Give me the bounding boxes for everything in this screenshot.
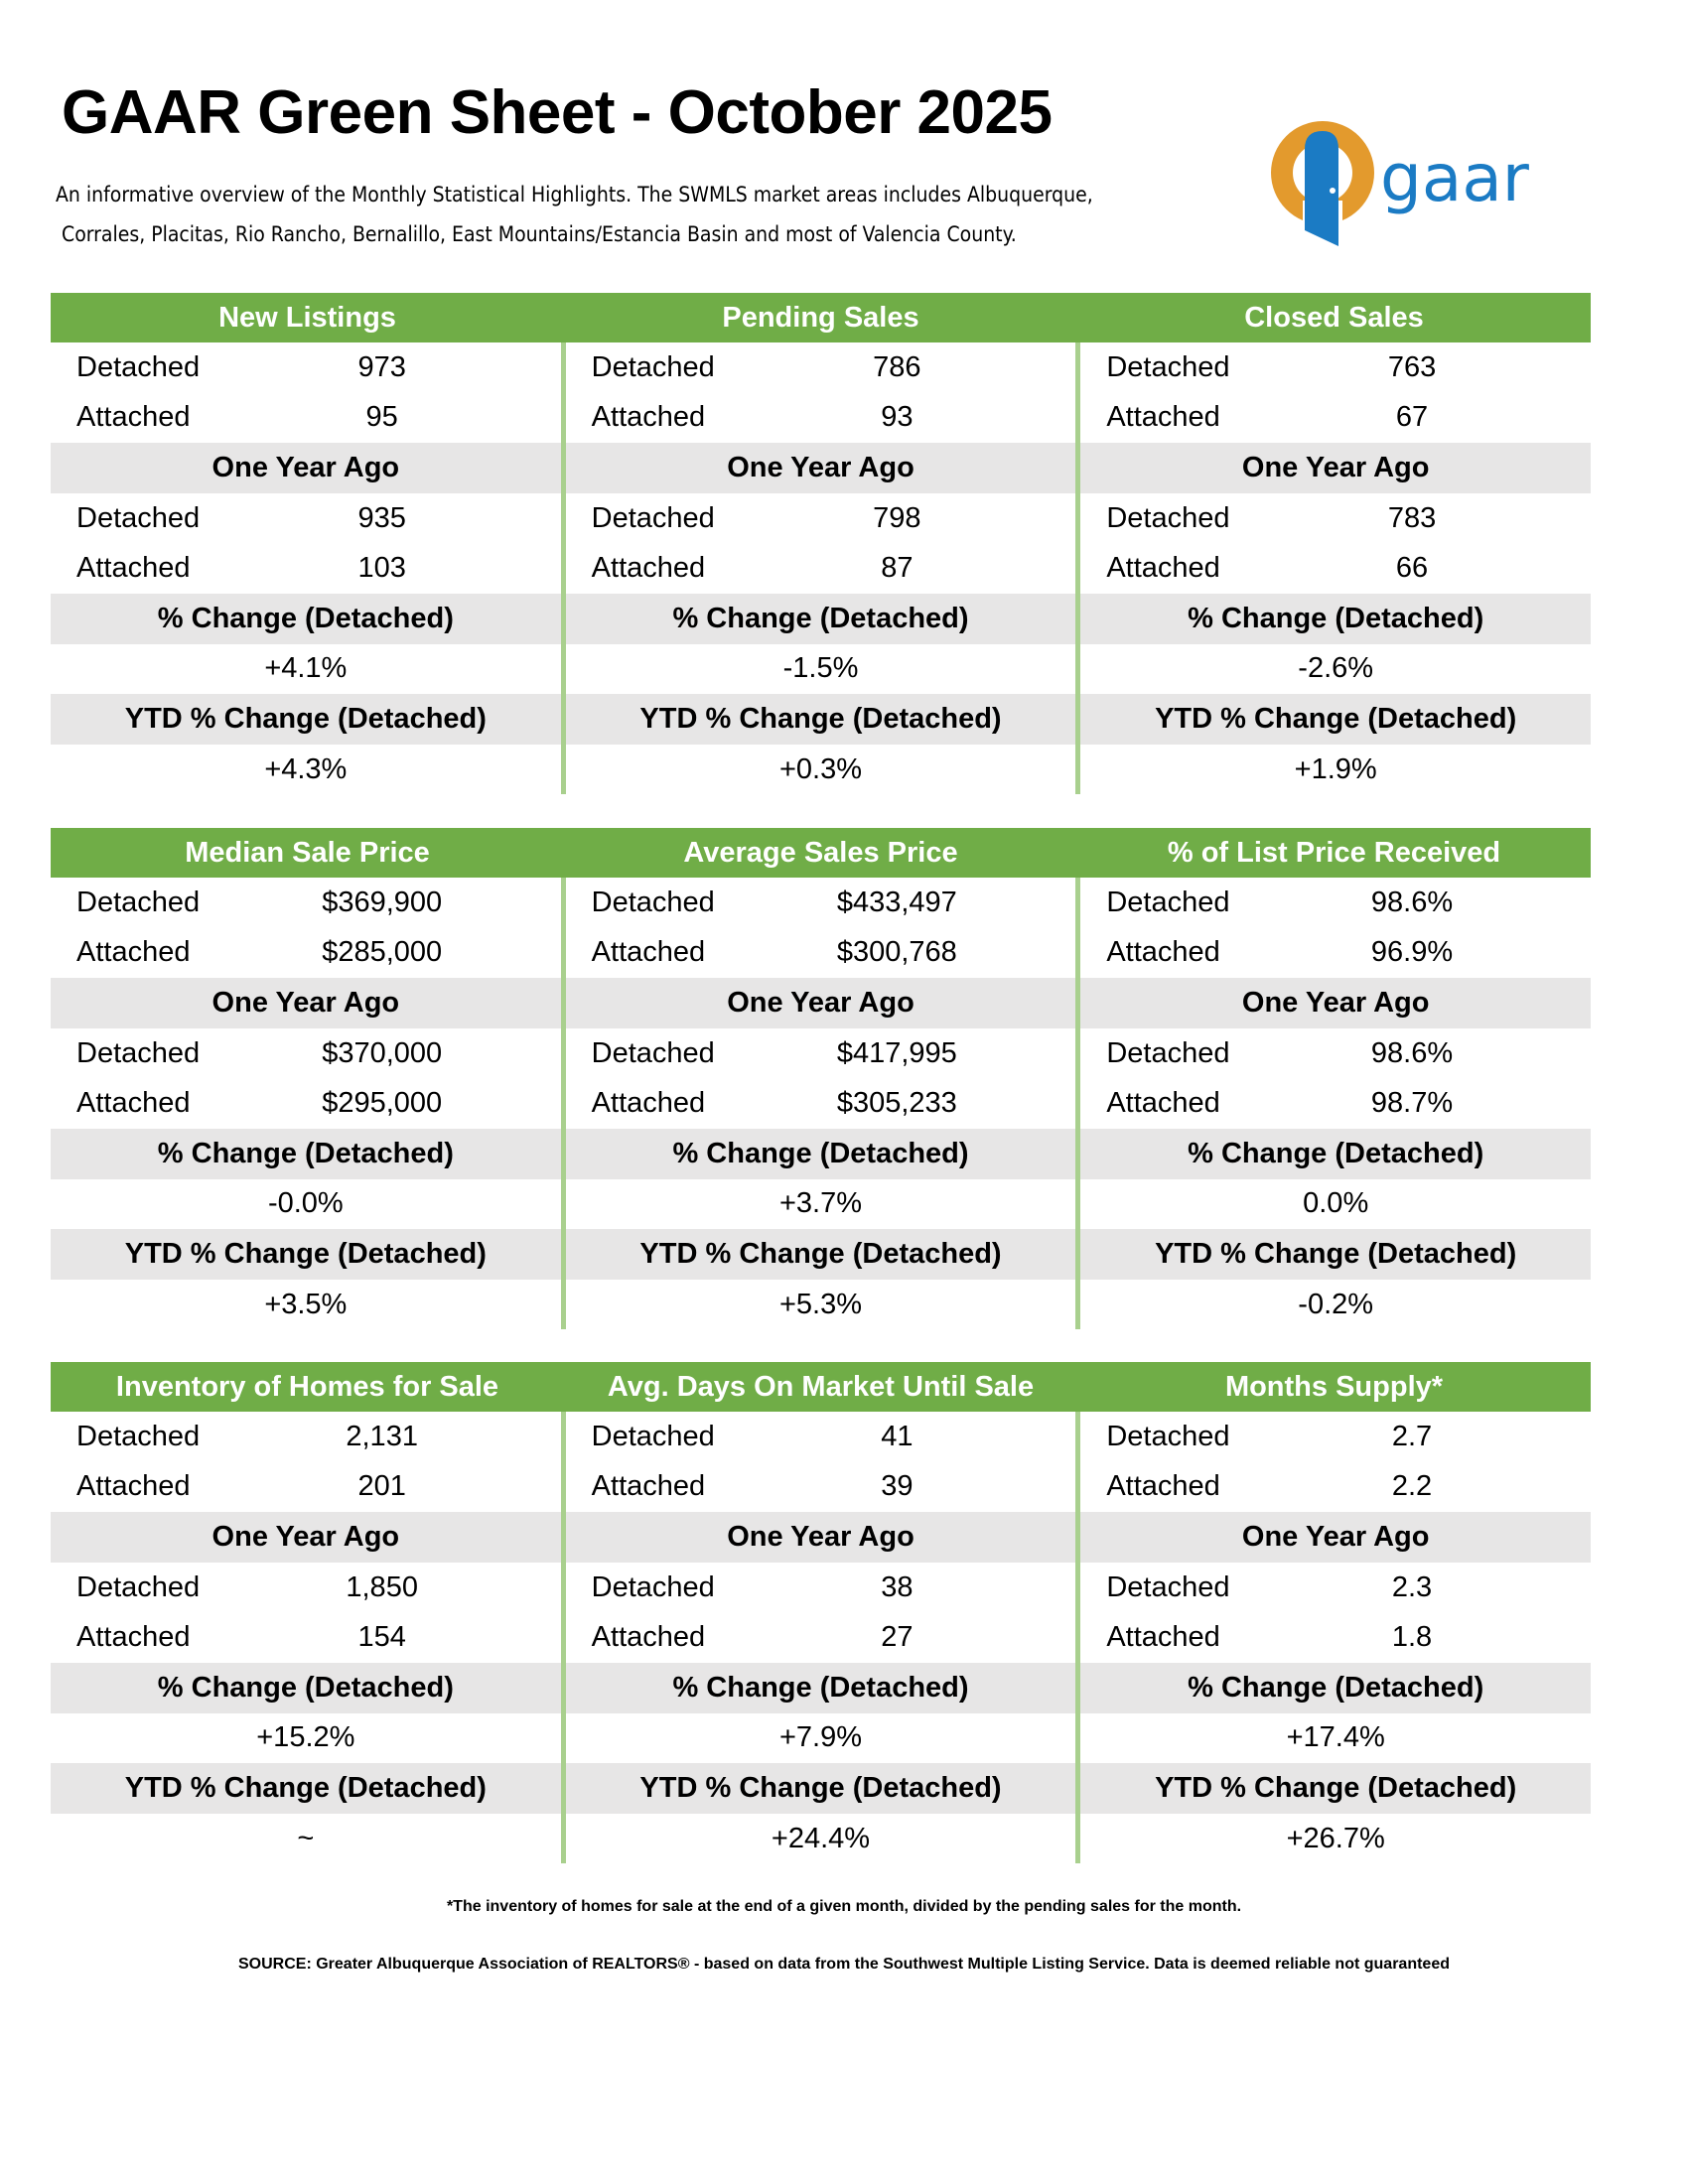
pct-change-value: +7.9% bbox=[778, 1721, 863, 1754]
pct-change-value: -0.0% bbox=[267, 1187, 344, 1220]
current-attached-row bbox=[51, 393, 561, 444]
metric-title: % of List Price Received bbox=[1167, 836, 1501, 869]
row-value: $300,768 bbox=[836, 936, 957, 969]
row-value: 67 bbox=[1395, 401, 1429, 434]
row-value: 38 bbox=[881, 1570, 914, 1603]
current-detached-row bbox=[51, 1412, 561, 1462]
row-label: Attached bbox=[591, 401, 706, 434]
row-label: Attached bbox=[1106, 936, 1220, 969]
page-title: GAAR Green Sheet - October 2025 bbox=[62, 78, 1053, 147]
row-label: Detached bbox=[591, 501, 715, 534]
metric-title: New Listings bbox=[218, 301, 396, 334]
row-label: Detached bbox=[76, 886, 201, 918]
year-ago-attached-row bbox=[1080, 543, 1591, 594]
row-value: $285,000 bbox=[322, 936, 443, 969]
row-value: 154 bbox=[357, 1621, 406, 1654]
year-ago-attached-row bbox=[566, 1612, 1076, 1663]
ytd-pct-change-label: YTD % Change (Detached) bbox=[566, 1229, 1076, 1280]
row-value: 2,131 bbox=[346, 1420, 418, 1452]
pct-change-value: +15.2% bbox=[256, 1721, 355, 1754]
ytd-pct-change-value: +0.3% bbox=[778, 752, 863, 785]
current-attached-row bbox=[1080, 1462, 1591, 1513]
row-label: Attached bbox=[591, 1621, 706, 1654]
row-label: Detached bbox=[76, 1570, 201, 1603]
row-value: 935 bbox=[357, 501, 406, 534]
row-label: Detached bbox=[76, 1036, 201, 1069]
year-ago-detached-row bbox=[51, 1563, 561, 1613]
row-value: 98.6% bbox=[1370, 1036, 1454, 1069]
row-value: $433,497 bbox=[836, 886, 957, 918]
row-label: Detached bbox=[1106, 1036, 1230, 1069]
row-value: 66 bbox=[1395, 552, 1429, 585]
year-ago-detached-row bbox=[1080, 493, 1591, 544]
row-value: 39 bbox=[881, 1470, 914, 1503]
ytd-pct-change-value: +5.3% bbox=[778, 1288, 863, 1320]
row-value: 798 bbox=[873, 501, 921, 534]
pct-change-label: % Change (Detached) bbox=[51, 1663, 561, 1713]
row-value: 2.3 bbox=[1391, 1570, 1433, 1603]
ytd-pct-change-label: YTD % Change (Detached) bbox=[51, 1763, 561, 1814]
row-value: 41 bbox=[881, 1420, 914, 1452]
metric-title: Months Supply* bbox=[1224, 1370, 1444, 1403]
row-label: Detached bbox=[591, 350, 715, 383]
one-year-ago-label: One Year Ago bbox=[566, 1512, 1076, 1563]
ytd-pct-change-label: YTD % Change (Detached) bbox=[1080, 1763, 1591, 1814]
current-attached-row bbox=[1080, 393, 1591, 444]
metric-title: Closed Sales bbox=[1244, 301, 1424, 334]
row-label: Attached bbox=[591, 1087, 706, 1120]
metric-title: Avg. Days On Market Until Sale bbox=[607, 1370, 1035, 1403]
row-label: Detached bbox=[1106, 501, 1230, 534]
row-value: 763 bbox=[1387, 350, 1437, 383]
year-ago-attached-row bbox=[566, 1078, 1076, 1129]
pct-change-value: +4.1% bbox=[264, 652, 348, 685]
row-value: 87 bbox=[881, 552, 914, 585]
row-label: Attached bbox=[76, 1621, 191, 1654]
stats-section-2 bbox=[51, 828, 1591, 1329]
row-label: Attached bbox=[76, 1470, 191, 1503]
year-ago-attached-row bbox=[51, 543, 561, 594]
row-label: Attached bbox=[76, 401, 191, 434]
year-ago-attached-row bbox=[1080, 1078, 1591, 1129]
row-value: 98.7% bbox=[1370, 1087, 1454, 1120]
row-value: 783 bbox=[1387, 501, 1437, 534]
row-value: $369,900 bbox=[322, 886, 443, 918]
current-detached-row bbox=[51, 342, 561, 393]
ytd-pct-change-label: YTD % Change (Detached) bbox=[51, 694, 561, 745]
row-value: 95 bbox=[365, 401, 398, 434]
ytd-pct-change-label: YTD % Change (Detached) bbox=[51, 1229, 561, 1280]
one-year-ago-label: One Year Ago bbox=[51, 1512, 561, 1563]
current-attached-row bbox=[51, 1462, 561, 1513]
pct-change-label: % Change (Detached) bbox=[1080, 594, 1591, 644]
row-value: 1.8 bbox=[1391, 1621, 1433, 1654]
current-attached-row bbox=[566, 1462, 1076, 1513]
ytd-pct-change-value: +26.7% bbox=[1286, 1822, 1385, 1854]
one-year-ago-label: One Year Ago bbox=[1080, 1512, 1591, 1563]
pct-change-value: -2.6% bbox=[1298, 652, 1374, 685]
section-header bbox=[51, 293, 1591, 342]
current-detached-row bbox=[566, 342, 1076, 393]
row-value: 1,850 bbox=[346, 1570, 418, 1603]
row-label: Attached bbox=[591, 1470, 706, 1503]
row-label: Attached bbox=[591, 552, 706, 585]
year-ago-detached-row bbox=[1080, 1563, 1591, 1613]
metric-closed-sales bbox=[1075, 342, 1591, 794]
one-year-ago-label: One Year Ago bbox=[51, 978, 561, 1028]
year-ago-detached-row bbox=[51, 493, 561, 544]
ytd-pct-change-value: +24.4% bbox=[771, 1822, 871, 1854]
section-header bbox=[51, 1362, 1591, 1412]
ytd-pct-change-value: -0.2% bbox=[1298, 1288, 1374, 1320]
year-ago-detached-row bbox=[566, 493, 1076, 544]
metric-title: Median Sale Price bbox=[185, 836, 430, 869]
year-ago-attached-row bbox=[51, 1078, 561, 1129]
door-logo-icon bbox=[1263, 111, 1561, 250]
ytd-pct-change-label: YTD % Change (Detached) bbox=[566, 1763, 1076, 1814]
row-label: Detached bbox=[76, 1420, 201, 1452]
months-supply-footnote: *The inventory of homes for sale at the end of a given month, divided by the pending sales for the month. bbox=[446, 1898, 1242, 1915]
year-ago-attached-row bbox=[566, 543, 1076, 594]
pct-change-label: % Change (Detached) bbox=[1080, 1129, 1591, 1179]
metric-months-supply bbox=[1075, 1412, 1591, 1863]
row-label: Detached bbox=[591, 886, 715, 918]
row-label: Detached bbox=[591, 1570, 715, 1603]
section-header bbox=[51, 828, 1591, 878]
current-detached-row bbox=[1080, 878, 1591, 928]
row-label: Attached bbox=[1106, 1621, 1220, 1654]
row-value: $370,000 bbox=[322, 1036, 443, 1069]
row-value: $305,233 bbox=[836, 1087, 957, 1120]
svg-text:gaar: gaar bbox=[1380, 140, 1529, 216]
year-ago-detached-row bbox=[1080, 1028, 1591, 1079]
row-label: Detached bbox=[76, 501, 201, 534]
one-year-ago-label: One Year Ago bbox=[1080, 978, 1591, 1028]
year-ago-detached-row bbox=[566, 1028, 1076, 1079]
intro-line-1: An informative overview of the Monthly Statistical Highlights. The SWMLS market areas includes Albuquerque, bbox=[56, 183, 1093, 206]
pct-change-label: % Change (Detached) bbox=[51, 594, 561, 644]
gaar-logo bbox=[1263, 111, 1561, 250]
metric-days-on-market bbox=[561, 1412, 1076, 1863]
current-attached-row bbox=[51, 928, 561, 979]
metric-title: Average Sales Price bbox=[683, 836, 958, 869]
row-label: Detached bbox=[1106, 886, 1230, 918]
row-value: 27 bbox=[881, 1621, 914, 1654]
year-ago-detached-row bbox=[566, 1563, 1076, 1613]
pct-change-label: % Change (Detached) bbox=[566, 594, 1076, 644]
row-label: Detached bbox=[1106, 1420, 1230, 1452]
metric-median-sale-price bbox=[51, 878, 561, 1329]
ytd-pct-change-label: YTD % Change (Detached) bbox=[1080, 694, 1591, 745]
current-attached-row bbox=[566, 393, 1076, 444]
row-label: Attached bbox=[1106, 552, 1220, 585]
intro-line-2: Corrales, Placitas, Rio Rancho, Bernalillo, East Mountains/Estancia Basin and most of Valencia County. bbox=[62, 222, 1017, 246]
ytd-pct-change-value: ~ bbox=[297, 1822, 315, 1854]
current-detached-row bbox=[566, 878, 1076, 928]
metric-pending-sales bbox=[561, 342, 1076, 794]
pct-change-value: +17.4% bbox=[1286, 1721, 1385, 1754]
row-label: Detached bbox=[1106, 1570, 1230, 1603]
ytd-pct-change-value: +3.5% bbox=[264, 1288, 348, 1320]
row-value: 93 bbox=[881, 401, 914, 434]
row-label: Attached bbox=[1106, 1087, 1220, 1120]
row-value: 98.6% bbox=[1370, 886, 1454, 918]
stats-section-1 bbox=[51, 293, 1591, 794]
current-detached-row bbox=[566, 1412, 1076, 1462]
one-year-ago-label: One Year Ago bbox=[566, 443, 1076, 493]
one-year-ago-label: One Year Ago bbox=[51, 443, 561, 493]
current-detached-row bbox=[1080, 1412, 1591, 1462]
pct-change-label: % Change (Detached) bbox=[1080, 1663, 1591, 1713]
row-value: $417,995 bbox=[836, 1036, 957, 1069]
ytd-pct-change-label: YTD % Change (Detached) bbox=[566, 694, 1076, 745]
pct-change-label: % Change (Detached) bbox=[51, 1129, 561, 1179]
row-value: 103 bbox=[357, 552, 406, 585]
row-value: 2.2 bbox=[1391, 1470, 1433, 1503]
row-value: 973 bbox=[357, 350, 406, 383]
current-detached-row bbox=[1080, 342, 1591, 393]
pct-change-label: % Change (Detached) bbox=[566, 1129, 1076, 1179]
metric-title: Inventory of Homes for Sale bbox=[115, 1370, 499, 1403]
row-value: 2.7 bbox=[1391, 1420, 1433, 1452]
current-attached-row bbox=[566, 928, 1076, 979]
row-value: 201 bbox=[357, 1470, 406, 1503]
current-detached-row bbox=[51, 878, 561, 928]
metric-inventory bbox=[51, 1412, 561, 1863]
current-attached-row bbox=[1080, 928, 1591, 979]
year-ago-attached-row bbox=[51, 1612, 561, 1663]
metric-list-price-received bbox=[1075, 878, 1591, 1329]
one-year-ago-label: One Year Ago bbox=[566, 978, 1076, 1028]
pct-change-value: -1.5% bbox=[782, 652, 859, 685]
row-label: Detached bbox=[1106, 350, 1230, 383]
year-ago-detached-row bbox=[51, 1028, 561, 1079]
row-label: Attached bbox=[76, 1087, 191, 1120]
row-label: Attached bbox=[76, 552, 191, 585]
ytd-pct-change-label: YTD % Change (Detached) bbox=[1080, 1229, 1591, 1280]
row-value: $295,000 bbox=[322, 1087, 443, 1120]
metric-title: Pending Sales bbox=[722, 301, 919, 334]
one-year-ago-label: One Year Ago bbox=[1080, 443, 1591, 493]
row-label: Detached bbox=[591, 1420, 715, 1452]
row-label: Attached bbox=[76, 936, 191, 969]
stats-section-3 bbox=[51, 1362, 1591, 1863]
ytd-pct-change-value: +1.9% bbox=[1294, 752, 1377, 785]
pct-change-value: 0.0% bbox=[1303, 1187, 1369, 1220]
row-label: Detached bbox=[76, 350, 201, 383]
pct-change-value: +3.7% bbox=[778, 1187, 863, 1220]
row-value: 786 bbox=[873, 350, 921, 383]
row-label: Detached bbox=[591, 1036, 715, 1069]
source-note: SOURCE: Greater Albuquerque Association of REALTORS® - based on data from the Southwest Multiple Listing Service. Data is deemed reliable not guaranteed bbox=[238, 1956, 1450, 1973]
year-ago-attached-row bbox=[1080, 1612, 1591, 1663]
ytd-pct-change-value: +4.3% bbox=[264, 752, 348, 785]
metric-average-sales-price bbox=[561, 878, 1076, 1329]
row-label: Attached bbox=[1106, 1470, 1220, 1503]
metric-new-listings bbox=[51, 342, 561, 794]
row-value: 96.9% bbox=[1370, 936, 1454, 969]
pct-change-label: % Change (Detached) bbox=[566, 1663, 1076, 1713]
row-label: Attached bbox=[1106, 401, 1220, 434]
row-label: Attached bbox=[591, 936, 706, 969]
